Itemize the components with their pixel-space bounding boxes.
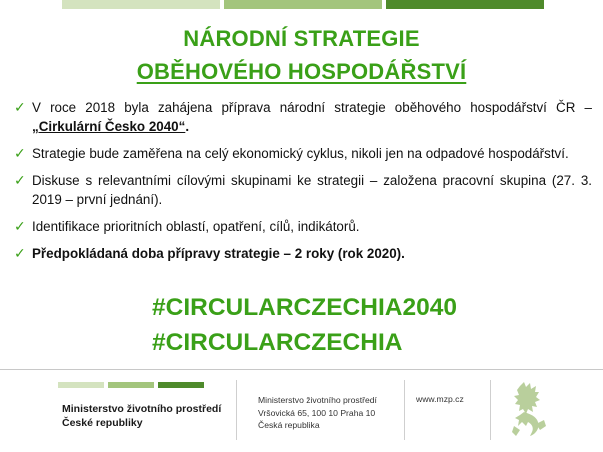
bullet-1-prefix: V roce 2018 byla zahájena příprava národní strategie oběhového hospodářství ČR –: [32, 100, 592, 115]
title-line-2: OBĚHOVÉHO HOSPODÁŘSTVÍ: [136, 59, 467, 84]
address-line-1: Ministerstvo životního prostředí: [258, 395, 377, 405]
check-icon: ✓: [14, 99, 26, 115]
bullet-1-highlight: „Cirkulární Česko 2040“: [32, 119, 186, 134]
ministry-logo-bars: [58, 382, 208, 388]
bullet-3-text: Diskuse s relevantními cílovými skupinami ke strategii – založena pracovní skupina (27. 3. 2019 – první jednání).: [32, 173, 592, 207]
bullet-item-5: [14, 244, 592, 263]
slide-title: [0, 22, 603, 88]
check-icon: ✓: [14, 218, 26, 234]
top-decor-bar-dark: [386, 0, 544, 9]
top-decor-bar-light: [62, 0, 220, 9]
check-icon: ✓: [14, 172, 26, 188]
footer-divider: [0, 369, 603, 370]
footer-vertical-divider: [236, 380, 237, 440]
ministry-name-line-1: Ministerstvo životního prostředí: [62, 403, 222, 415]
footer-vertical-divider: [490, 380, 491, 440]
top-decor-bar-mid: [224, 0, 382, 9]
hashtag-circularczechia: #CIRCULARCZECHIA: [152, 329, 403, 356]
ministry-name-line-2: České republiky: [62, 417, 143, 429]
czech-lion-emblem-icon: [506, 380, 552, 440]
bullet-2-text: Strategie bude zaměřena na celý ekonomický cyklus, nikoli jen na odpadové hospodářství.: [32, 146, 569, 161]
bullet-5-text: Předpokládaná doba přípravy strategie – 2 roky (rok 2020).: [32, 246, 405, 261]
footer-vertical-divider: [404, 380, 405, 440]
bullet-4-text: Identifikace prioritních oblastí, opatření, cílů, indikátorů.: [32, 219, 360, 234]
title-line-1: NÁRODNÍ STRATEGIE: [183, 26, 420, 51]
check-icon: ✓: [14, 145, 26, 161]
bullet-item-1: [14, 98, 592, 136]
ministry-logo-text: [62, 402, 221, 430]
check-icon: ✓: [14, 245, 26, 261]
ministry-address: [258, 394, 377, 432]
address-line-3: Česká republika: [258, 420, 320, 430]
bullet-item-4: [14, 217, 592, 236]
address-line-2: Vršovická 65, 100 10 Praha 10: [258, 407, 376, 418]
bullet-item-2: [14, 144, 592, 163]
hashtag-circularczechia2040: #CIRCULARCZECHIA2040: [152, 294, 457, 321]
bullet-list: [14, 98, 592, 271]
bullet-1-suffix: .: [185, 119, 190, 134]
bullet-item-3: [14, 171, 592, 209]
website-link[interactable]: www.mzp.cz: [416, 394, 464, 404]
